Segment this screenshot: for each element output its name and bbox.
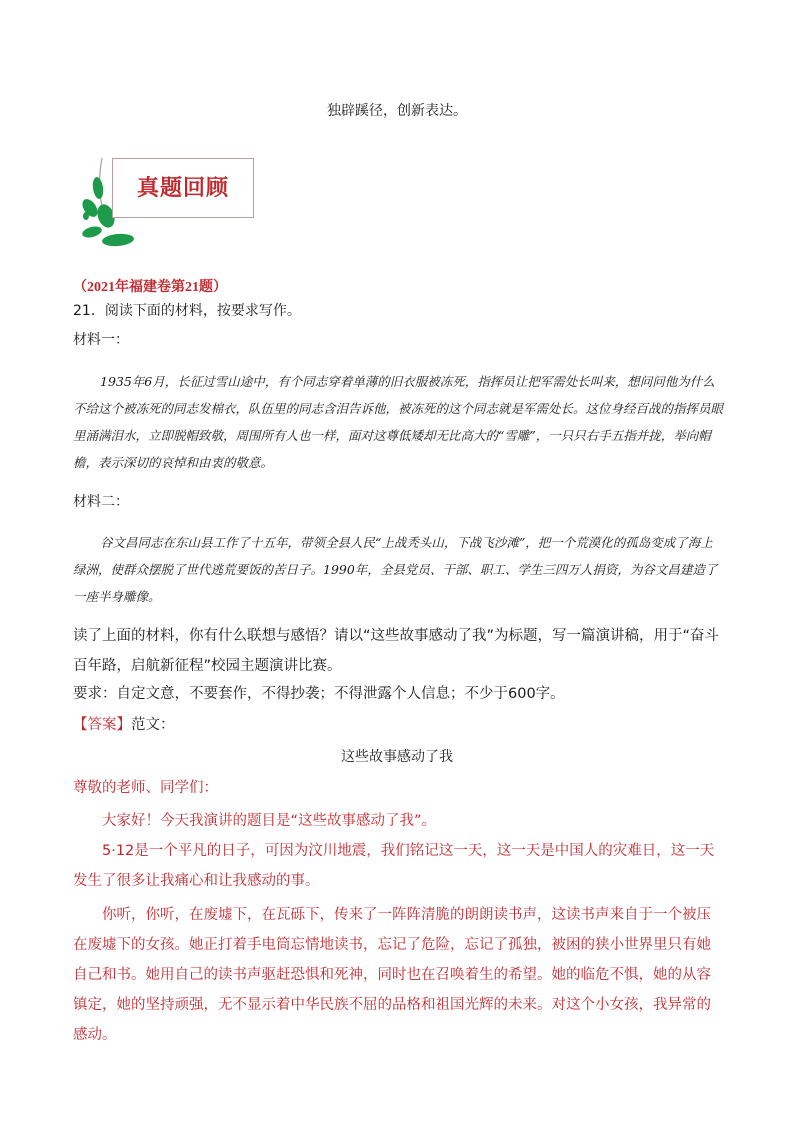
answer-label-suffix: 范文： xyxy=(131,717,175,733)
essay-paragraph: 你听，你听，在废墟下，在瓦砾下，传来了一阵阵清脆的朗朗读书声，这读书声来自于一个被压在废墟下的女孩。她正打着手电筒忘情地读书，忘记了危险，忘记了孤独，被困的狭小世界里只有她自己和书。她用自己的读书声驱赶恐惧和死神，同时也在召唤着生的希望。她的临危不惧，她的从容镇定，她的坚持顽强，无不显示着中华民族不屈的品格和祖国光辉的未来。对这个小女孩，我异常的感动。 xyxy=(73,907,711,1043)
question-intro: 21．阅读下面的材料，按要求写作。 xyxy=(73,303,301,319)
answer-label: 【答案】 xyxy=(73,717,131,733)
material2-text: 谷文昌同志在东山县工作了十五年，带领全县人民“上战秃头山，下战飞沙滩”，把一个荒漠化的孤岛变成了海上绿洲，使群众摆脱了世代逃荒要饭的苦日子。1990年，全县党员、干部、职工、学生三四万人捐资，为谷文昌建造了一座半身雕像。 xyxy=(73,535,718,604)
answer-label-line xyxy=(73,713,723,734)
writing-requirement: 要求：自定文意，不要套作，不得抄袭；不得泄露个人信息；不少于600字。 xyxy=(73,686,565,702)
material1-label: 材料一： xyxy=(73,332,129,348)
essay-greeting: 尊敬的老师、同学们： xyxy=(73,780,218,796)
banner-box xyxy=(112,158,254,218)
banner-title: 真题回顾 xyxy=(136,175,229,201)
material2-label: 材料二： xyxy=(73,494,129,510)
top-line: 独辟蹊径，创新表达。 xyxy=(327,103,467,119)
section-banner xyxy=(72,150,272,260)
writing-prompt: 读了上面的材料，你有什么联想与感悟？请以“这些故事感动了我”为标题，写一篇演讲稿，用于“奋斗百年路，启航新征程”校园主题演讲比赛。 xyxy=(73,628,720,674)
essay-paragraph: 5·12是一个平凡的日子，可因为汶川地震，我们铭记这一天，这一天是中国人的灾难日，这一天发生了很多让我痛心和让我感动的事。 xyxy=(73,843,715,889)
material1-text: 1935年6月，长征过雪山途中，有个同志穿着单薄的旧衣服被冻死，指挥员让把军需处长叫来，想问问他为什么不给这个被冻死的同志发棉衣，队伍里的同志含泪告诉他，被冻死的这个同志就是军需处长。这位身经百战的指挥员眼里涌满泪水，立即脱帽致敬，周围所有人也一样，面对这尊低矮却无比高大的“雪雕”，一只只右手五指并拢，举向帽檐，表示深切的哀悼和由衷的敬意。 xyxy=(73,374,724,470)
essay-title: 这些故事感动了我 xyxy=(341,749,453,765)
question-source: （2021年福建卷第21题） xyxy=(73,280,227,295)
essay-paragraph: 大家好！今天我演讲的题目是“这些故事感动了我”。 xyxy=(102,813,437,829)
